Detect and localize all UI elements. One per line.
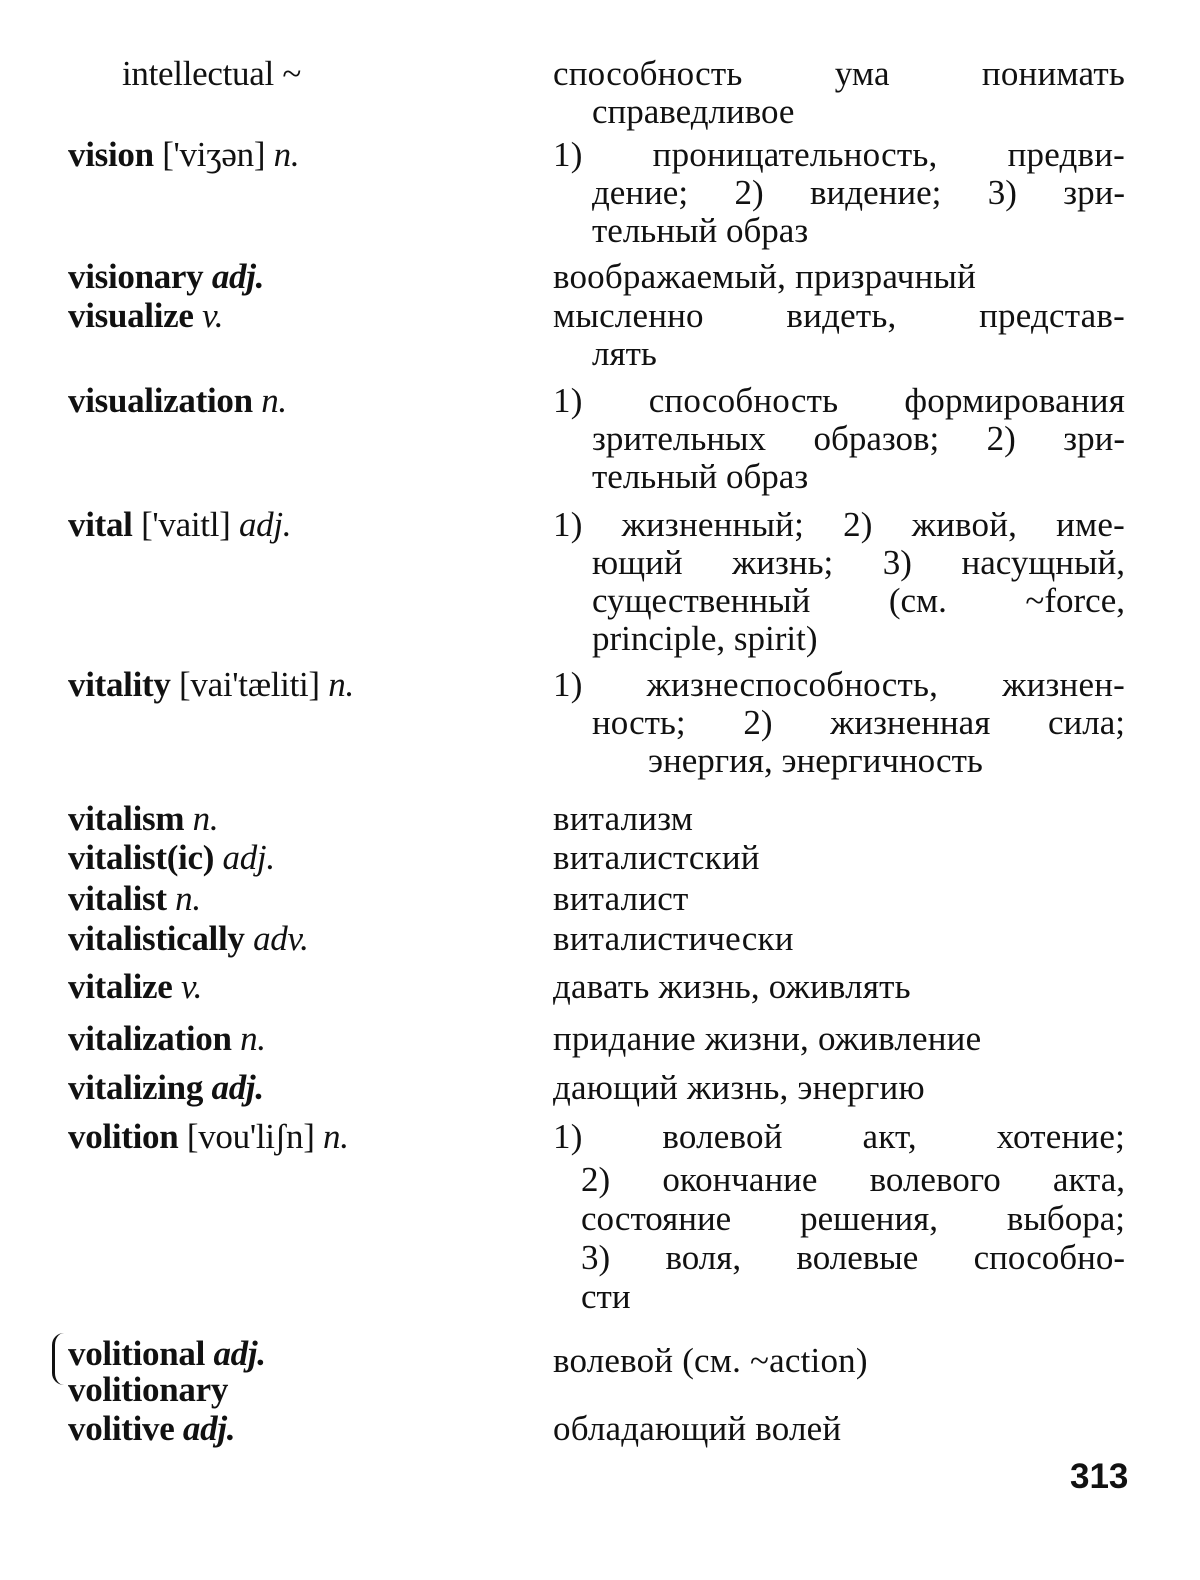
- headword: vision: [68, 135, 154, 174]
- part-of-speech: v.: [180, 967, 203, 1006]
- part-of-speech: adj.: [211, 257, 265, 296]
- headword: visualize: [68, 296, 194, 335]
- pronunciation: ['vaitl]: [141, 505, 231, 544]
- headword: volition: [68, 1117, 179, 1156]
- entry-definition-line: виталист: [553, 879, 689, 918]
- entry-term: intellectual ~: [122, 54, 301, 93]
- entry-definition-line: виталистский: [553, 838, 760, 877]
- headword: visionary: [68, 257, 204, 296]
- entry-definition-line: существенный (см. ~force,: [592, 581, 1125, 620]
- entry-headword: [68, 297, 223, 335]
- part-of-speech: adj.: [213, 1334, 266, 1373]
- entry-definition-line: лять: [592, 334, 657, 373]
- entry-headword: [68, 1335, 266, 1373]
- entry-definition-line: 1) проницательность, предви-: [553, 135, 1125, 174]
- entry-definition-line: давать жизнь, оживлять: [553, 967, 911, 1006]
- entry-headword: volitionary: [68, 1370, 229, 1409]
- headword: vitalization: [68, 1019, 232, 1058]
- part-of-speech: n.: [323, 1117, 349, 1156]
- entry-definition-line: 1) способность формирования: [553, 381, 1125, 420]
- part-of-speech: n.: [240, 1019, 266, 1058]
- part-of-speech: adj.: [238, 505, 292, 544]
- part-of-speech: adj.: [222, 838, 275, 877]
- entry-definition-line: тельный образ: [592, 457, 809, 496]
- part-of-speech: adj.: [182, 1409, 236, 1448]
- entry-definition-line: состояние решения, выбора;: [581, 1199, 1125, 1238]
- entry-definition-line: мысленно видеть, представ-: [553, 296, 1125, 335]
- entry-definition-line: 2) окончание волевого акта,: [581, 1160, 1125, 1199]
- page-number: 313: [1070, 1457, 1129, 1496]
- entry-headword: [68, 1069, 264, 1107]
- entry-headword: [68, 382, 287, 420]
- entry-definition-line: витализм: [553, 799, 694, 838]
- headword: vitality: [68, 665, 171, 704]
- headword: vitalist: [68, 879, 167, 918]
- pronunciation: [vai'tæliti]: [179, 665, 320, 704]
- entry-definition-line: обладающий волей: [553, 1409, 842, 1448]
- entry-headword: [68, 1118, 349, 1156]
- entry-definition-line: тельный образ: [592, 211, 809, 250]
- entry-headword: [68, 666, 354, 704]
- headword: vital: [68, 505, 133, 544]
- entry-definition-line: воображаемый, призрачный: [553, 257, 977, 296]
- part-of-speech: n.: [328, 665, 354, 704]
- curly-brace: [52, 1333, 67, 1385]
- entry-headword: [68, 880, 201, 918]
- entry-definition-line: 1) волевой акт, хотение;: [553, 1117, 1125, 1156]
- entry-definition-line: 1) жизненный; 2) живой, име-: [553, 505, 1125, 544]
- headword: vitalist(ic): [68, 838, 215, 877]
- entry-definition-line: придание жизни, оживление: [553, 1019, 982, 1058]
- entry-headword: [68, 920, 309, 958]
- entry-headword: [68, 800, 218, 838]
- entry-definition-line: волевой (см. ~action): [553, 1341, 868, 1380]
- part-of-speech: adj.: [211, 1068, 264, 1107]
- headword: volitive: [68, 1409, 175, 1448]
- pronunciation: [vou'liʃn]: [186, 1117, 315, 1156]
- part-of-speech: adv.: [253, 919, 309, 958]
- entry-definition-line: виталистически: [553, 919, 794, 958]
- pronunciation: ['viʒən]: [162, 135, 266, 174]
- part-of-speech: n.: [273, 135, 300, 174]
- entry-definition-line: дение; 2) видение; 3) зри-: [592, 173, 1125, 212]
- entry-definition-line: способность ума понимать: [553, 54, 1125, 93]
- headword: vitalism: [68, 799, 185, 838]
- headword: volitional: [68, 1334, 206, 1373]
- headword: vitalistically: [68, 919, 245, 958]
- entry-headword: [68, 1410, 235, 1448]
- part-of-speech: n.: [192, 799, 219, 838]
- headword: vitalizing: [68, 1068, 204, 1107]
- headword: vitalize: [68, 967, 173, 1006]
- part-of-speech: v.: [202, 296, 224, 335]
- entry-headword: [68, 136, 299, 174]
- entry-headword: [68, 1020, 266, 1058]
- entry-definition-line: дающий жизнь, энергию: [553, 1068, 925, 1107]
- part-of-speech: n.: [175, 879, 201, 918]
- entry-headword: [68, 968, 202, 1006]
- entry-definition-line: энергия, энергичность: [648, 741, 983, 780]
- part-of-speech: n.: [261, 381, 287, 420]
- entry-definition-line: справедливое: [592, 92, 795, 131]
- entry-headword: [68, 258, 264, 296]
- entry-definition-line: 1) жизнеспособность, жизнен-: [553, 665, 1125, 704]
- headword: visualization: [68, 381, 253, 420]
- entry-definition-line: зрительных образов; 2) зри-: [592, 419, 1125, 458]
- entry-definition-line: сти: [581, 1277, 631, 1316]
- entry-definition-line: ность; 2) жизненная сила;: [592, 703, 1125, 742]
- entry-definition-line: ющий жизнь; 3) насущный,: [592, 543, 1125, 582]
- entry-headword: [68, 506, 291, 544]
- entry-definition-line: principle, spirit): [592, 619, 818, 658]
- entry-definition-line: 3) воля, волевые способно-: [581, 1238, 1125, 1277]
- entry-headword: [68, 839, 275, 877]
